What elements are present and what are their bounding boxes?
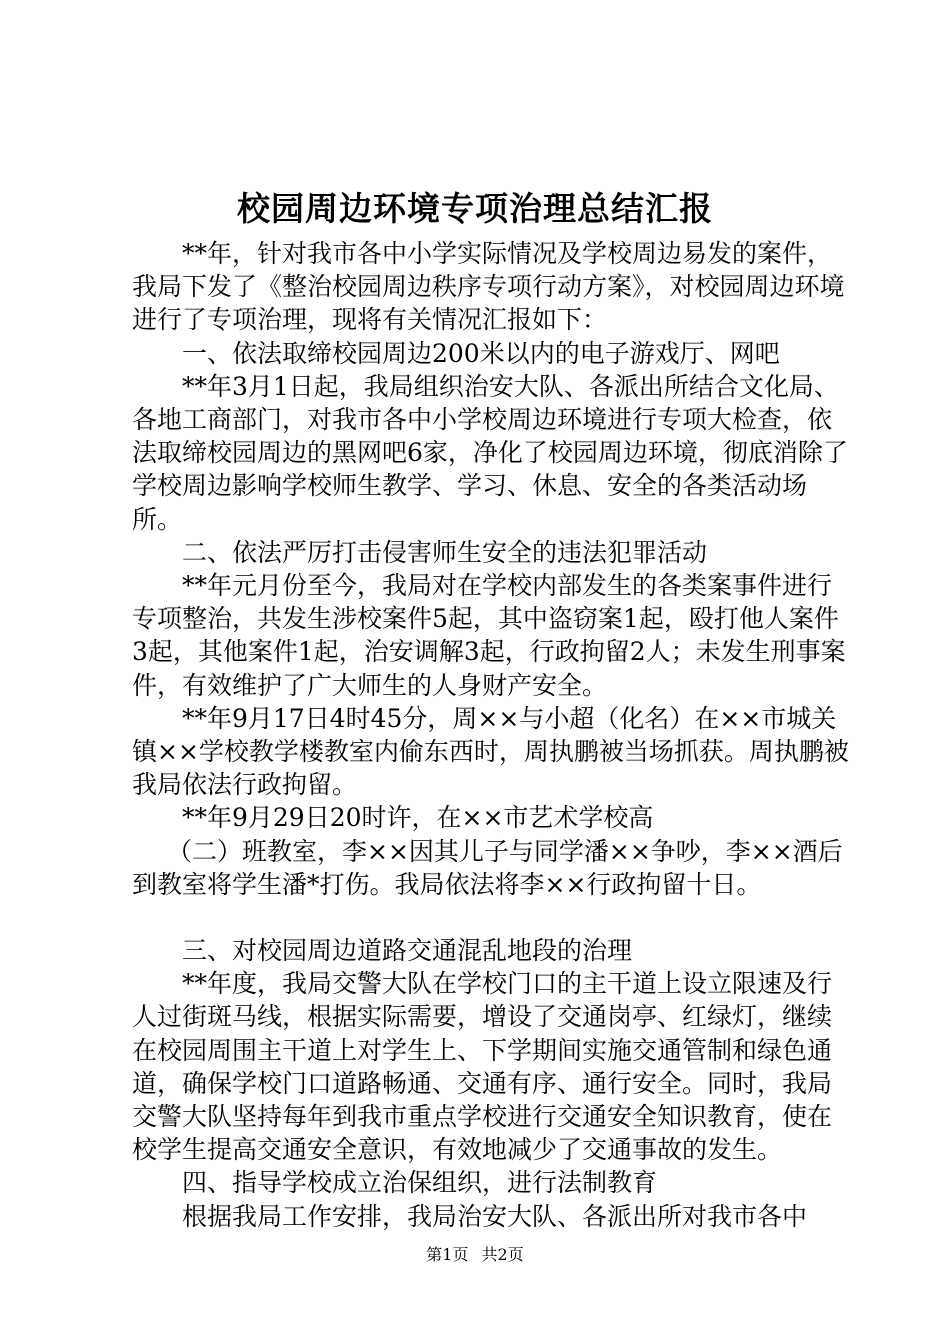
paragraph: **年3月1日起，我局组织治安大队、各派出所结合文化局、各地工商部门，对我市各中小学校周边环境进行专项大检查，依法取缔校园周边的黑网吧6家，净化了校园周边环境，彻底消除了学校周边影响学校师生教学、学习、休息、安全的各类活动场所。 <box>132 371 848 534</box>
paragraph: **年元月份至今，我局对在学校内部发生的各类案事件进行专项整治，共发生涉校案件5起，其中盗窃案1起，殴打他人案件3起，其他案件1起，治安调解3起，行政拘留2人；未发生刑事案件，有效维护了广大师生的人身财产安全。 <box>132 571 846 700</box>
section-heading-2: 二、依法严厉打击侵害师生安全的违法犯罪活动 <box>182 537 708 567</box>
paragraph-intro: **年，针对我市各中小学实际情况及学校周边易发的案件，我局下发了《整治校园周边秩序专项行动方案》，对校园周边环境进行了专项治理，现将有关情况汇报如下： <box>132 239 845 335</box>
section-heading-1: 一、依法取缔校园周边200米以内的电子游戏厅、网吧 <box>182 338 780 368</box>
section-heading-3: 三、对校园周边道路交通混乱地段的治理 <box>182 936 633 966</box>
document-body <box>132 237 852 1233</box>
blank-line <box>132 901 852 934</box>
page-footer <box>0 1244 950 1266</box>
paragraph: **年度，我局交警大队在学校门口的主干道上设立限速及行人过街斑马线，根据实际需要，增设了交通岗亭、红绿灯，继续在校园周围主干道上对学生上、下学期间实施交通管制和绿色通道，确保学校门口道路畅通、交通有序、通行安全。同时，我局交警大队坚持每年到我市重点学校进行交通安全知识教育，使在校学生提高交通安全意识，有效地减少了交通事故的发生。 <box>132 969 833 1165</box>
page-total: 共2页 <box>481 1245 524 1264</box>
paragraph: **年9月17日4时45分，周××与小超（化名）在××市城关镇××学校教学楼教室内偷东西时，周执鹏被当场抓获。周执鹏被我局依法行政拘留。 <box>132 703 849 800</box>
section-heading-4: 四、指导学校成立治保组织，进行法制教育 <box>182 1168 658 1198</box>
paragraph: 根据我局工作安排，我局治安大队、各派出所对我市各中 <box>182 1201 808 1231</box>
page-number: 第1页 <box>426 1245 469 1264</box>
paragraph: （二）班教室，李××因其儿子与同学潘××争吵，李××酒后到教室将学生潘*打伤。我局依法将李××行政拘留十日。 <box>132 836 843 899</box>
paragraph: **年9月29日20时许，在××市艺术学校高 <box>182 803 654 833</box>
document-title: 校园周边环境专项治理总结汇报 <box>237 189 713 228</box>
